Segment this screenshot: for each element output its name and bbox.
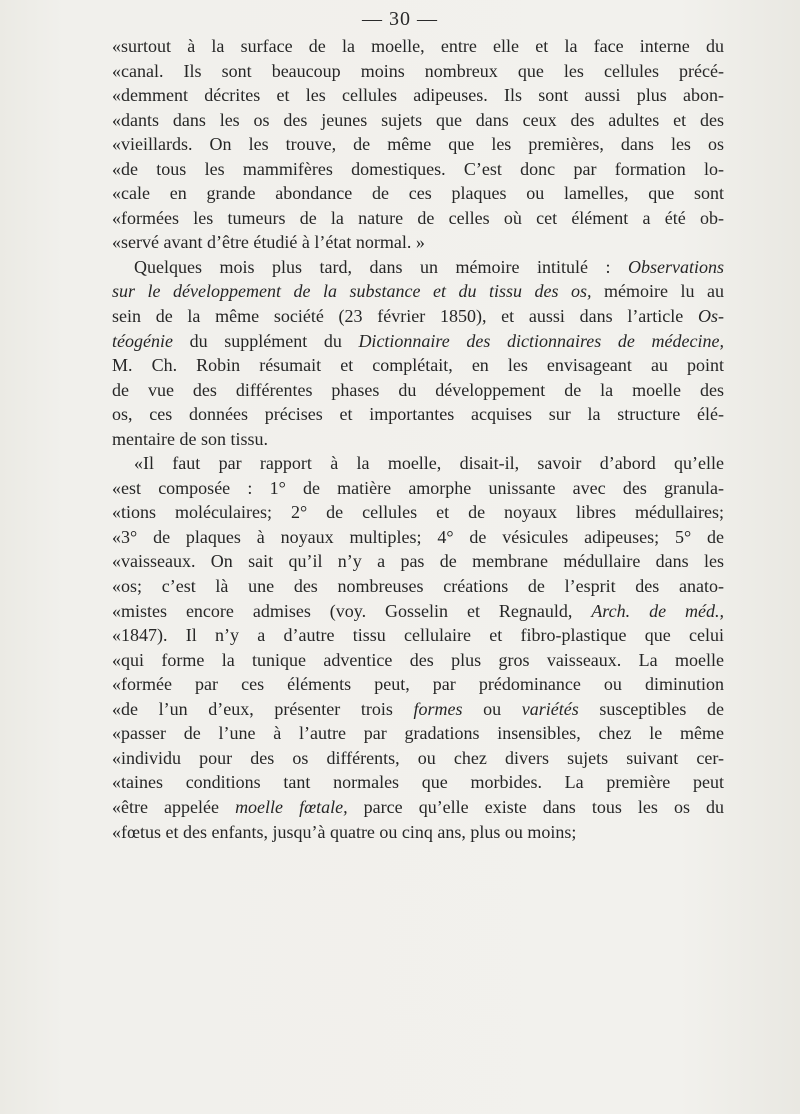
text-line: [112, 59, 724, 84]
text-segment: «demment décrites et les cellules adipeuses. Ils sont aussi plus abon-: [112, 85, 724, 106]
text-segment: «de tous les mammifères domestiques. C’est donc par formation lo-: [112, 158, 724, 179]
italic-text: téogénie: [112, 330, 173, 351]
text-segment: «formées les tumeurs de la nature de celles où cet élément a été ob-: [112, 207, 724, 228]
body-text: [112, 34, 724, 844]
text-line: [112, 157, 724, 182]
text-segment: «surtout à la surface de la moelle, entre elle et la face interne du: [112, 36, 724, 56]
text-line: [112, 206, 724, 231]
italic-text: formes: [413, 698, 463, 719]
italic-text: variétés: [521, 698, 579, 719]
italic-text: Dictionnaire des dictionnaires de médecine,: [358, 330, 724, 351]
text-line: [112, 746, 724, 771]
text-segment: du supplément du: [172, 330, 359, 351]
text-segment: «vieillards. On les trouve, de même que les premières, dans les os: [112, 134, 724, 155]
text-segment: «servé avant d’être étudié à l’état normal. »: [112, 232, 425, 253]
text-segment: parce qu’elle existe dans tous les os du: [347, 796, 725, 817]
text-segment: «dants dans les os des jeunes sujets que dans ceux des adultes et des: [112, 109, 724, 130]
italic-text: moelle fœtale,: [235, 796, 348, 817]
text-segment: susceptibles de: [578, 698, 724, 719]
text-line: [112, 329, 724, 354]
text-line: [112, 427, 724, 452]
text-line: [112, 500, 724, 525]
text-line: [112, 279, 724, 304]
text-segment: «Il faut par rapport à la moelle, disait-il, savoir d’abord qu’elle: [134, 453, 724, 474]
text-segment: M. Ch. Robin résumait et complétait, en les envisageant au point: [112, 355, 724, 376]
text-line: [112, 402, 724, 427]
text-line: [112, 378, 724, 403]
text-line: [112, 697, 724, 722]
text-line: [112, 549, 724, 574]
text-segment: «3° de plaques à noyaux multiples; 4° de vésicules adipeuses; 5° de: [112, 526, 724, 547]
text-segment: «1847). Il n’y a d’autre tissu cellulaire et fibro-plastique que celui: [112, 625, 724, 646]
text-line: [112, 304, 724, 329]
text-line: [112, 721, 724, 746]
text-segment: «de l’un d’eux, présenter trois: [112, 698, 414, 719]
text-line: [112, 451, 724, 476]
text-line: [112, 574, 724, 599]
text-segment: «passer de l’une à l’autre par gradations insensibles, chez le même: [112, 723, 724, 744]
text-segment: «taines conditions tant normales que morbides. La première peut: [112, 772, 724, 793]
text-segment: «qui forme la tunique adventice des plus gros vaisseaux. La moelle: [112, 649, 724, 670]
text-segment: os, ces données précises et importantes acquises sur la structure élé-: [112, 404, 724, 425]
text-segment: «tions moléculaires; 2° de cellules et de noyaux libres médullaires;: [112, 502, 724, 523]
italic-text: Observations: [628, 256, 724, 277]
text-line: [112, 525, 724, 550]
text-line: [112, 132, 724, 157]
page-number: — 30 —: [362, 8, 438, 30]
text-line: [112, 230, 724, 255]
text-segment: mémoire lu au: [591, 281, 724, 302]
text-line: [112, 476, 724, 501]
text-segment: «individu pour des os différents, ou chez divers sujets suivant cer-: [112, 747, 724, 768]
text-line: [112, 255, 724, 280]
text-segment: «mistes encore admises (voy. Gosselin et Regnauld,: [112, 600, 592, 621]
text-line: [112, 672, 724, 697]
text-line: [112, 181, 724, 206]
text-segment: «os; c’est là une des nombreuses créations de l’esprit des anato-: [112, 576, 724, 597]
text-segment: mentaire de son tissu.: [112, 428, 268, 449]
text-segment: «formée par ces éléments peut, par prédominance ou diminution: [112, 674, 724, 695]
italic-text: sur le développement de la substance et du tissu des os,: [112, 281, 592, 302]
text-segment: «cale en grande abondance de ces plaques ou lamelles, que sont: [112, 183, 724, 204]
text-line: [112, 108, 724, 133]
text-line: [112, 648, 724, 673]
text-line: [112, 770, 724, 795]
text-segment: «être appelée: [112, 796, 236, 817]
text-segment: «fœtus et des enfants, jusqu’à quatre ou cinq ans, plus ou moins;: [112, 821, 577, 842]
text-segment: Quelques mois plus tard, dans un mémoire intitulé :: [134, 256, 628, 277]
italic-text: Os-: [698, 306, 724, 327]
text-segment: «vaisseaux. On sait qu’il n’y a pas de membrane médullaire dans les: [112, 551, 724, 572]
text-segment: sein de la même société (23 février 1850), et aussi dans l’article: [112, 306, 698, 327]
text-segment: de vue des différentes phases du développement de la moelle des: [112, 379, 724, 400]
text-line: [112, 623, 724, 648]
text-line: [112, 83, 724, 108]
text-line: [112, 795, 724, 820]
italic-text: Arch. de méd.,: [591, 600, 724, 621]
text-line: [112, 599, 724, 624]
text-segment: «canal. Ils sont beaucoup moins nombreux que les cellules précé-: [112, 60, 724, 81]
text-line: [112, 34, 724, 59]
text-segment: «est composée : 1° de matière amorphe unissante avec des granula-: [112, 477, 724, 498]
text-line: [112, 820, 724, 845]
text-line: [112, 353, 724, 378]
text-segment: ou: [462, 698, 522, 719]
